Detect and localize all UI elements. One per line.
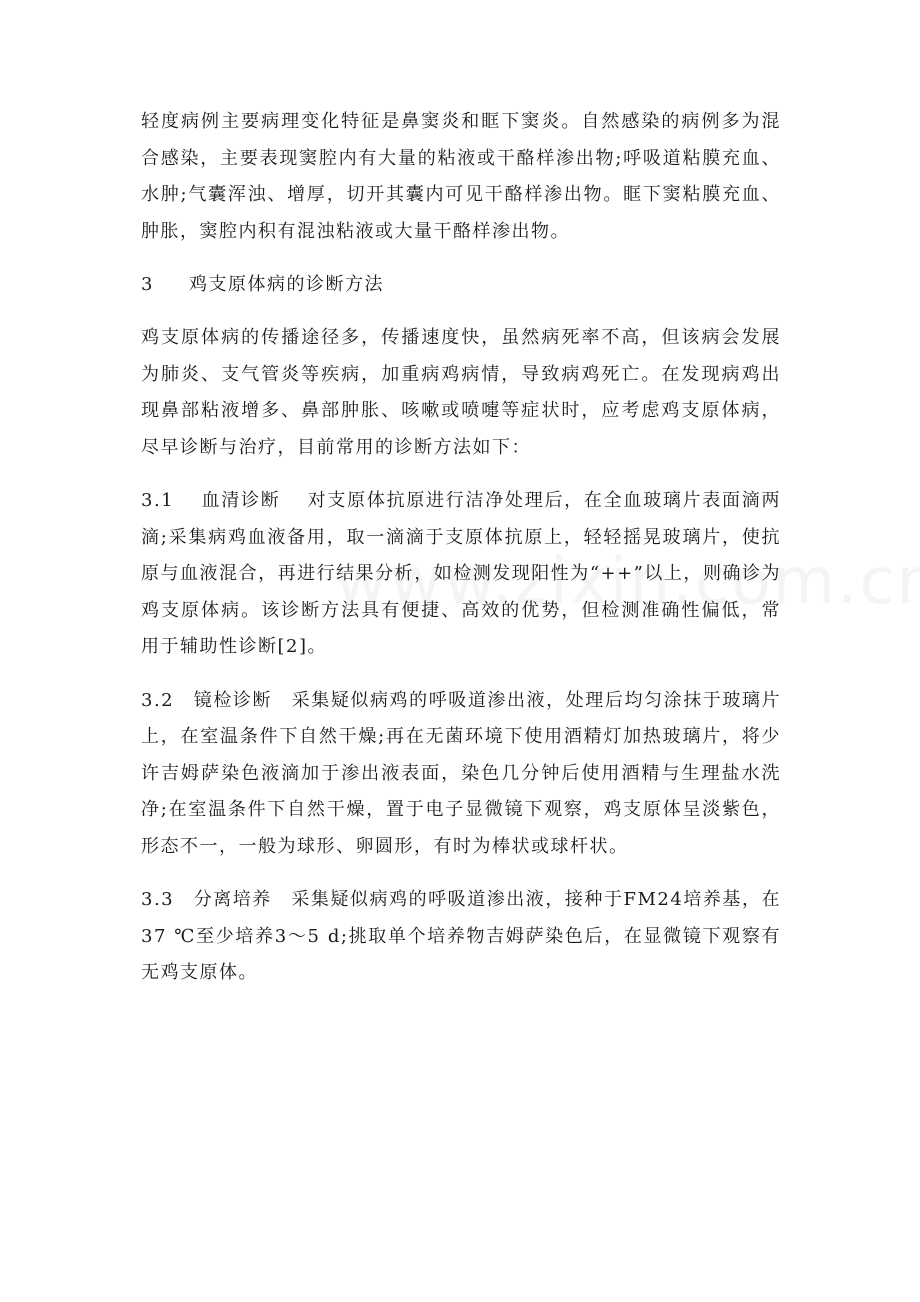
document-body (141, 104, 781, 1009)
section-number: 3 (141, 274, 154, 295)
paragraph-serum-diagnosis (141, 483, 781, 666)
subsection-body-3-3: 采集疑似病鸡的呼吸道渗出液，接种于FM24培养基，在37 ℃至少培养3～5 d;挑取单个培养物吉姆萨染色后，在显微镜下观察有无鸡支原体。 (141, 889, 781, 983)
subsection-heading-3-3: 3.3 分离培养 (141, 889, 292, 910)
section-title: 鸡支原体病的诊断方法 (189, 274, 384, 295)
paragraph-diagnosis-intro: 鸡支原体病的传播途径多，传播速度快，虽然病死率不高，但该病会发展为肺炎、支气管炎等疾病，加重病鸡病情，导致病鸡死亡。在发现病鸡出现鼻部粘液增多、鼻部肿胀、咳嗽或喷嚏等症状时，应考虑鸡支原体病，尽早诊断与治疗，目前常用的诊断方法如下： (141, 327, 781, 458)
paragraph-isolation-culture (141, 882, 781, 992)
subsection-body-3-1: 对支原体抗原进行洁净处理后，在全血玻璃片表面滴两滴;采集病鸡血液备用，取一滴滴于支原体抗原上，轻轻摇晃玻璃片，使抗原与血液混合，再进行结果分析，如检测发现阳性为“++”以上，则确诊为鸡支原体病。该诊断方法具有便捷、高效的优势，但检测准确性偏低，常用于辅助性诊断[2]。 (141, 490, 781, 657)
subsection-heading-3-1: 3.1 血清诊断 (141, 490, 308, 511)
section-heading-3 (141, 267, 781, 303)
paragraph-microscopy-diagnosis (141, 683, 781, 866)
subsection-heading-3-2: 3.2 镜检诊断 (141, 689, 292, 711)
subsection-body-3-2: 采集疑似病鸡的呼吸道渗出液，处理后均匀涂抹于玻璃片上，在室温条件下自然干燥;再在无菌环境下使用酒精灯加热玻璃片，将少许吉姆萨染色液滴加于渗出液表面，染色几分钟后使用酒精与生理盐水洗净;在室温条件下自然干燥，置于电子显微镜下观察，鸡支原体呈淡紫色，形态不一，一般为球形、卵圆形，有时为棒状或球杆状。 (141, 689, 781, 857)
paragraph-pathology: 轻度病例主要病理变化特征是鼻窦炎和眶下窦炎。自然感染的病例多为混合感染，主要表现窦腔内有大量的粘液或干酪样渗出物;呼吸道粘膜充血、水肿;气囊浑浊、增厚，切开其囊内可见干酪样渗出物。眶下窦粘膜充血、肿胀，窦腔内积有混浊粘液或大量干酪样渗出物。 (141, 111, 781, 242)
